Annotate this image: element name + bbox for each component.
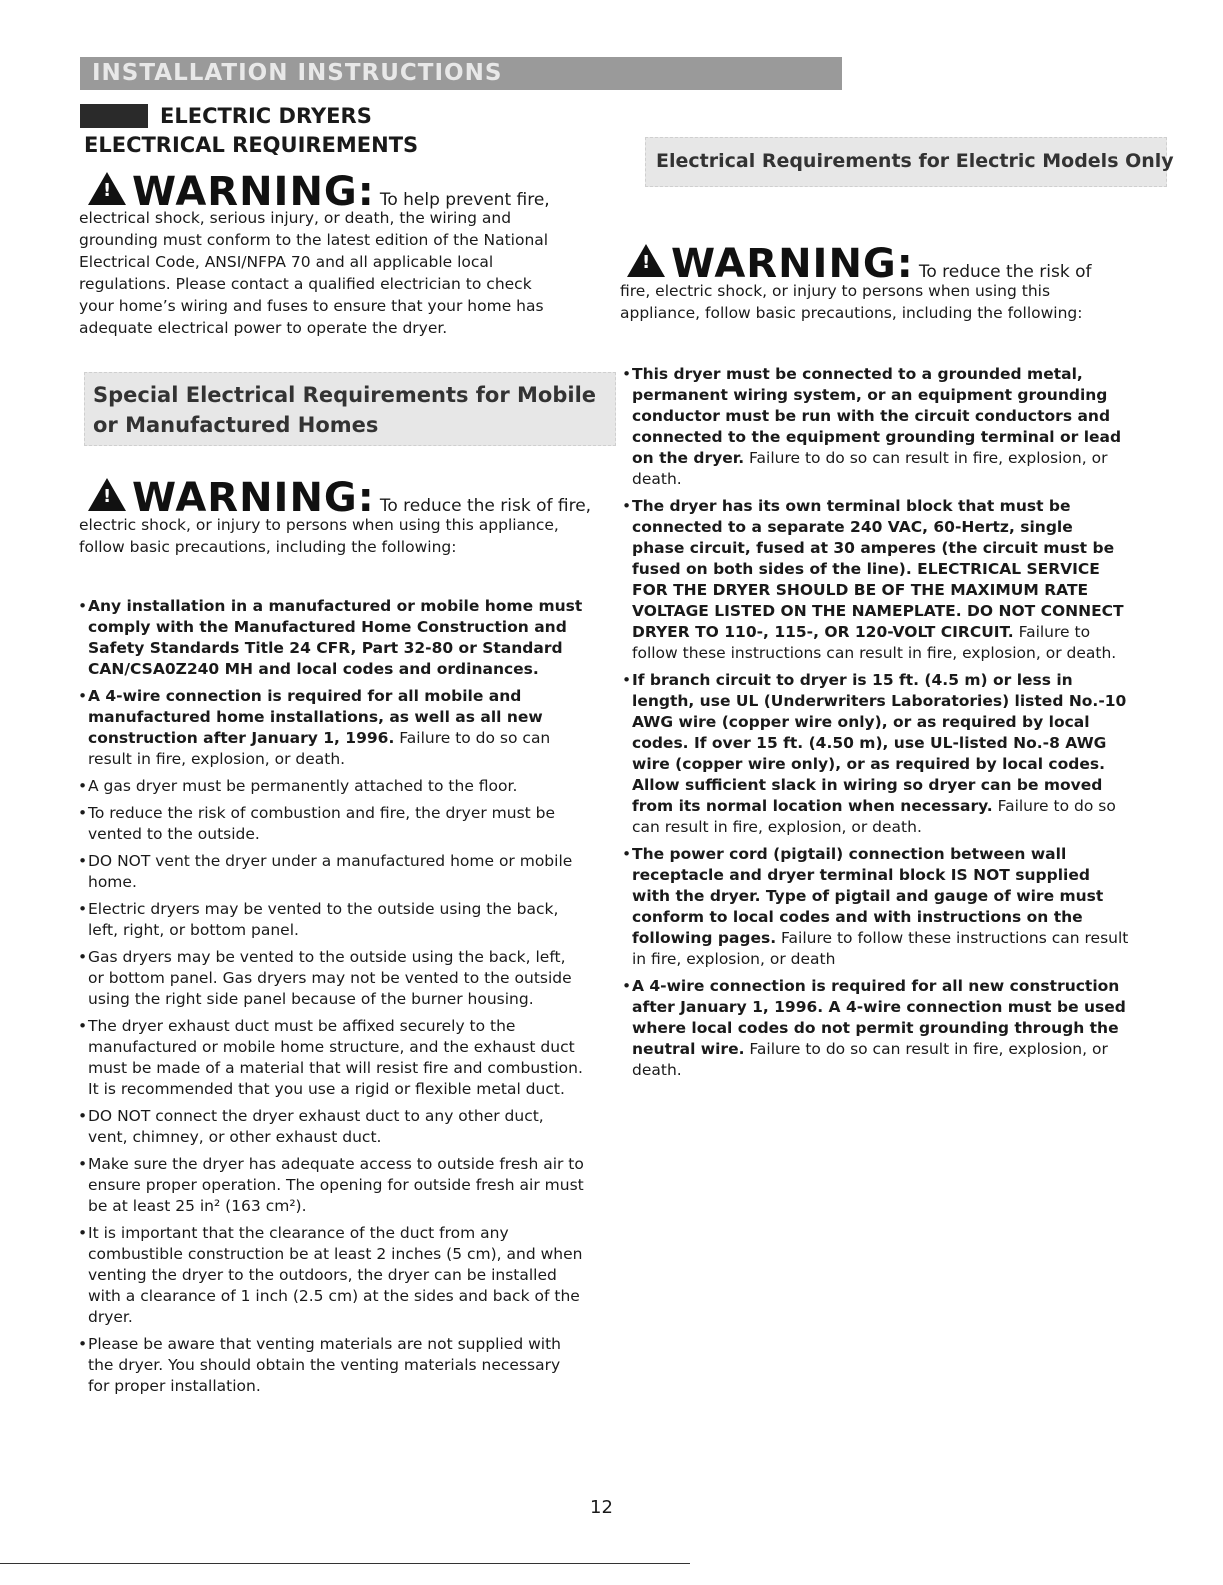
- bullet-bold-text: Any installation in a manufactured or mobile home must comply with the Manufactured Home Construction and Safety Standards Title 24 CFR, Part 32-80 or Standard CAN/CSA0Z240 MH and local codes and ordinances.: [88, 597, 583, 678]
- right-bullet-list: [620, 364, 1130, 1087]
- warning-lead: To help prevent fire,: [379, 190, 550, 210]
- bullet-item: [76, 1016, 584, 1100]
- page-number: 12: [590, 1497, 613, 1518]
- warning-triangle-icon: !: [627, 244, 665, 277]
- section-banner: INSTALLATION INSTRUCTIONS: [80, 57, 842, 90]
- warning-text-2: electric shock, or injury to persons when using this appliance, follow basic precautions, including the following:: [79, 516, 559, 556]
- bullet-item: [620, 976, 1130, 1081]
- warning-lead: To reduce the risk of: [918, 262, 1092, 282]
- bullet-item: [620, 844, 1130, 970]
- bullet-item: [76, 803, 584, 845]
- bullet-text: Failure to follow these instructions can result in fire, explosion, or death: [632, 929, 1129, 968]
- bullet-item: [76, 947, 584, 1010]
- bullet-bold-text: If branch circuit to dryer is 15 ft. (4.5 m) or less in length, use UL (Underwriters Laboratories) listed No.-10 AWG wire (copper wire only), or as required by local codes. If over 15 ft. (4.50 m), use UL-listed No.-8 AWG wire (copper wire only), or as required by local codes. Allow sufficient slack in wiring so dryer can be moved from its normal location when necessary.: [632, 671, 1127, 815]
- bullet-text: DO NOT vent the dryer under a manufactured home or mobile home.: [88, 852, 573, 891]
- warning-text-1: electrical shock, serious injury, or death, the wiring and grounding must conform to the latest edition of the National Electrical Code, ANSI/NFPA 70 and all applicable local regulations. Please contact a qualified electrician to check your home’s wiring and fuses to ensure that your home has adequate electrical power to operate the dryer.: [79, 209, 549, 337]
- heading-electric-dryers: ELECTRIC DRYERS: [160, 104, 372, 128]
- bullet-item: [76, 1334, 584, 1397]
- bullet-text: Failure to do so can result in fire, explosion, or death.: [632, 1040, 1108, 1079]
- mobile-box-line-1: Special Electrical Requirements for Mobile: [93, 383, 597, 407]
- bullet-dot-icon: •: [622, 845, 632, 863]
- warning-text-right: fire, electric shock, or injury to persons when using this appliance, follow basic precautions, including the following:: [620, 282, 1083, 322]
- warning-word: WARNING:: [132, 169, 375, 215]
- bullet-item: [76, 686, 584, 770]
- bullet-dot-icon: •: [622, 365, 632, 383]
- footer-rule: [0, 1563, 690, 1564]
- bullet-text: Make sure the dryer has adequate access to outside fresh air to ensure proper operation. The opening for outside fresh air must be at least 25 in² (163 cm²).: [88, 1155, 584, 1215]
- bullet-dot-icon: •: [78, 1017, 88, 1035]
- bullet-dot-icon: •: [622, 977, 632, 995]
- bullet-text: DO NOT connect the dryer exhaust duct to any other duct, vent, chimney, or other exhaust duct.: [88, 1107, 544, 1146]
- warning-header-1: [88, 169, 550, 215]
- bullet-item: [76, 1154, 584, 1217]
- bullet-item: [620, 496, 1130, 664]
- warning-word: WARNING:: [132, 475, 375, 521]
- warning-word: WARNING:: [671, 241, 914, 287]
- bullet-item: [620, 364, 1130, 490]
- bullet-bold-text: The dryer has its own terminal block that must be connected to a separate 240 VAC, 60-Hertz, single phase circuit, fused at 30 amperes (the circuit must be fused on both sides of the line). ELECTRICAL SERVICE FOR THE DRYER SHOULD BE OF THE MAXIMUM RATE VOLTAGE LISTED ON THE NAMEPLATE. DO NOT CONNECT DRYER TO 110-, 115-, OR 120-VOLT CIRCUIT.: [632, 497, 1124, 641]
- left-bullet-list: [76, 596, 584, 1403]
- bullet-item: [76, 1223, 584, 1328]
- bullet-bold-text: This dryer must be connected to a grounded metal, permanent wiring system, or an equipment grounding conductor must be run with the circuit conductors and connected to the equipment grounding terminal or lead on the dryer.: [632, 365, 1122, 467]
- bullet-dot-icon: •: [78, 948, 88, 966]
- bullet-item: [620, 670, 1130, 838]
- bullet-dot-icon: •: [622, 671, 632, 689]
- bullet-text: Please be aware that venting materials are not supplied with the dryer. You should obtain the venting materials necessary for proper installation.: [88, 1335, 561, 1395]
- warning-triangle-icon: !: [88, 478, 126, 511]
- bullet-text: Failure to do so can result in fire, explosion, or death.: [632, 449, 1108, 488]
- electric-models-title: Electrical Requirements for Electric Models Only: [656, 150, 1174, 172]
- bullet-text: Failure to do so can result in fire, explosion, or death.: [88, 729, 551, 768]
- heading-marker: [80, 104, 148, 128]
- bullet-item: [76, 899, 584, 941]
- bullet-item: [76, 596, 584, 680]
- bullet-text: Gas dryers may be vented to the outside using the back, left, or bottom panel. Gas dryers may not be vented to the outside using the right side panel because of the burner housing.: [88, 948, 572, 1008]
- warning-header-right: [627, 241, 1092, 287]
- bullet-text: A gas dryer must be permanently attached to the floor.: [88, 777, 518, 795]
- bullet-dot-icon: •: [78, 900, 88, 918]
- bullet-text: Failure to follow these instructions can result in fire, explosion, or death.: [632, 623, 1117, 662]
- bullet-bold-text: The power cord (pigtail) connection between wall receptacle and dryer terminal block IS NOT supplied with the dryer. Type of pigtail and gauge of wire must conform to local codes and with instructions on the following pages.: [632, 845, 1104, 947]
- bullet-dot-icon: •: [78, 852, 88, 870]
- bullet-item: [76, 776, 584, 797]
- bullet-bold-text: A 4-wire connection is required for all mobile and manufactured home installations, as well as all new construction after January 1, 1996.: [88, 687, 543, 747]
- bullet-dot-icon: •: [78, 1224, 88, 1242]
- electric-models-box: [645, 137, 1174, 187]
- warning-lead: To reduce the risk of fire,: [379, 496, 592, 516]
- bullet-dot-icon: •: [78, 777, 88, 795]
- warning-triangle-icon: !: [88, 172, 126, 205]
- bullet-dot-icon: •: [78, 1107, 88, 1125]
- warning-header-2: [88, 475, 592, 521]
- bullet-dot-icon: •: [622, 497, 632, 515]
- bullet-dot-icon: •: [78, 804, 88, 822]
- bullet-item: [76, 851, 584, 893]
- bullet-text: It is important that the clearance of the duct from any combustible construction be at least 2 inches (5 cm), and when venting the dryer to the outdoors, the dryer can be installed with a clearance of 1 inch (2.5 cm) at the sides and back of the dryer.: [88, 1224, 583, 1326]
- bullet-dot-icon: •: [78, 1155, 88, 1173]
- bullet-text: To reduce the risk of combustion and fire, the dryer must be vented to the outside.: [88, 804, 556, 843]
- mobile-homes-box: [84, 372, 616, 446]
- bullet-dot-icon: •: [78, 597, 88, 615]
- bullet-dot-icon: •: [78, 687, 88, 705]
- bullet-bold-text: A 4-wire connection is required for all new construction after January 1, 1996. A 4-wire connection must be used where local codes do not permit grounding through the neutral wire.: [632, 977, 1126, 1058]
- bullet-text: Failure to do so can result in fire, explosion, or death.: [632, 797, 1116, 836]
- bullet-dot-icon: •: [78, 1335, 88, 1353]
- bullet-item: [76, 1106, 584, 1148]
- heading-electrical-requirements: ELECTRICAL REQUIREMENTS: [84, 133, 419, 157]
- mobile-box-line-2: or Manufactured Homes: [93, 413, 379, 437]
- bullet-text: Electric dryers may be vented to the outside using the back, left, right, or bottom panel.: [88, 900, 559, 939]
- bullet-text: The dryer exhaust duct must be affixed securely to the manufactured or mobile home structure, and the exhaust duct must be made of a material that will resist fire and combustion. It is recommended that you use a rigid or flexible metal duct.: [88, 1017, 583, 1098]
